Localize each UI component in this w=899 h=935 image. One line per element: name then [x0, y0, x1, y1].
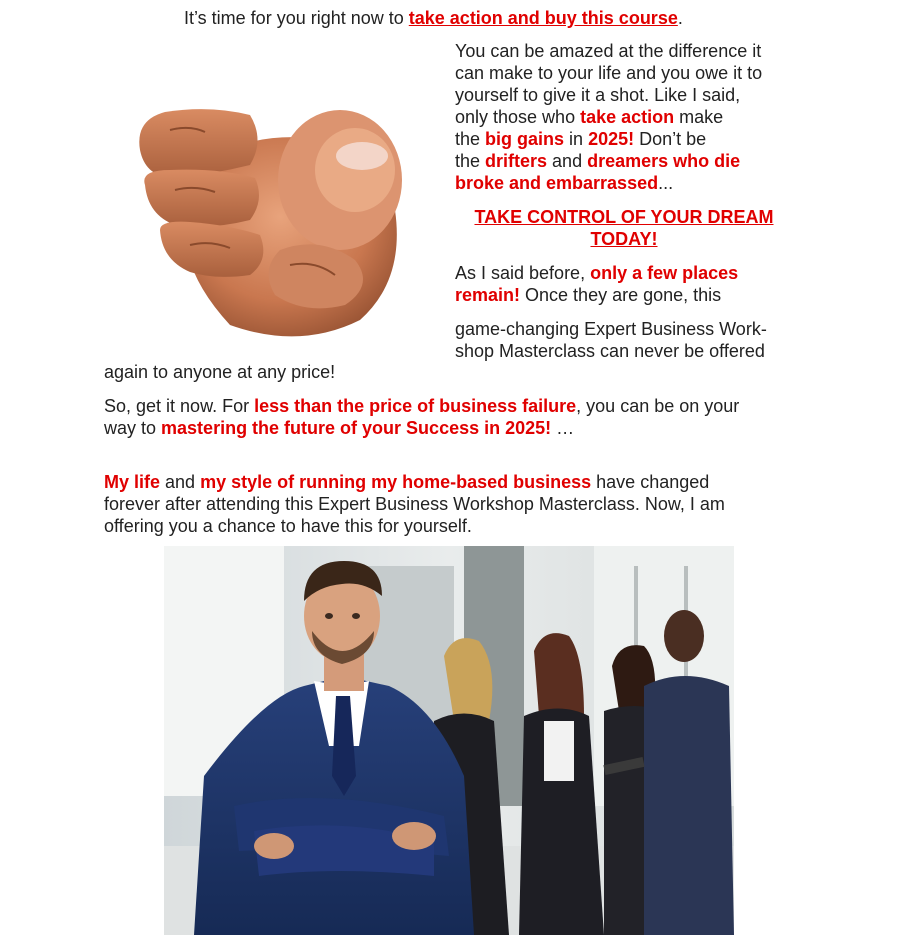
body-line [455, 106, 723, 128]
body-line [455, 150, 740, 172]
body-line [104, 471, 709, 493]
body-line: yourself to give it a shot. Like I said, [455, 85, 741, 105]
text-span: So, get it now. For [104, 396, 255, 416]
highlight-few-places: only a few places [590, 263, 739, 283]
pointing-hand-image [130, 60, 415, 340]
text-span: the [455, 151, 486, 171]
body-line [455, 284, 721, 306]
body-line [455, 262, 738, 284]
body-line [455, 128, 706, 150]
cta-line: TAKE CONTROL OF YOUR DREAM [474, 207, 774, 227]
text-span: Don’t be [634, 129, 707, 149]
body-line [104, 395, 739, 417]
highlight-big-gains: big gains [485, 129, 565, 149]
body-line: game-changing Expert Business Work- [455, 319, 767, 339]
highlight-my-life: My life [104, 472, 161, 492]
body-line: forever after attending this Expert Business Workshop Masterclass. Now, I am [104, 494, 725, 514]
text-span: make [674, 107, 724, 127]
business-team-photo [164, 546, 734, 935]
text-span: As I said before, [455, 263, 591, 283]
highlight-remain: remain! [455, 285, 521, 305]
cta-line: TODAY! [590, 229, 658, 249]
intro-end: . [677, 8, 683, 28]
text-span: the [455, 129, 486, 149]
body-line: You can be amazed at the difference it [455, 41, 762, 61]
body-line [104, 417, 574, 439]
text-span: in [564, 129, 589, 149]
body-line: again to anyone at any price! [104, 362, 336, 382]
text-span: and [547, 151, 588, 171]
business-team-illustration [164, 546, 734, 935]
text-span: and [160, 472, 201, 492]
highlight-mastering: mastering the future of your Success in 2025! [161, 418, 552, 438]
text-span: way to [104, 418, 162, 438]
highlight-2025: 2025! [588, 129, 635, 149]
highlight-price: less than the price of business failure [254, 396, 577, 416]
highlight-broke: broke and embarrassed [455, 173, 659, 193]
body-line: shop Masterclass can never be offered [455, 341, 765, 361]
text-span: have changed [591, 472, 710, 492]
intro-text: It’s time for you right now to [184, 8, 409, 28]
text-span: , you can be on your [576, 396, 740, 416]
highlight-take-action: take action [580, 107, 675, 127]
take-control-headline[interactable] [455, 206, 793, 250]
buy-course-link[interactable]: take action and buy this course [408, 8, 678, 28]
text-span: Once they are gone, this [520, 285, 722, 305]
text-span: only those who [455, 107, 581, 127]
highlight-dreamers: dreamers who die [587, 151, 741, 171]
highlight-style: my style of running my home-based business [200, 472, 592, 492]
body-line: offering you a chance to have this for yourself. [104, 516, 472, 536]
highlight-drifters: drifters [485, 151, 548, 171]
pointing-hand-icon [130, 60, 415, 340]
intro-line [184, 7, 683, 29]
body-line: can make to your life and you owe it to [455, 63, 763, 83]
body-line [455, 172, 673, 194]
text-span: … [551, 418, 575, 438]
text-span: ... [658, 173, 674, 193]
